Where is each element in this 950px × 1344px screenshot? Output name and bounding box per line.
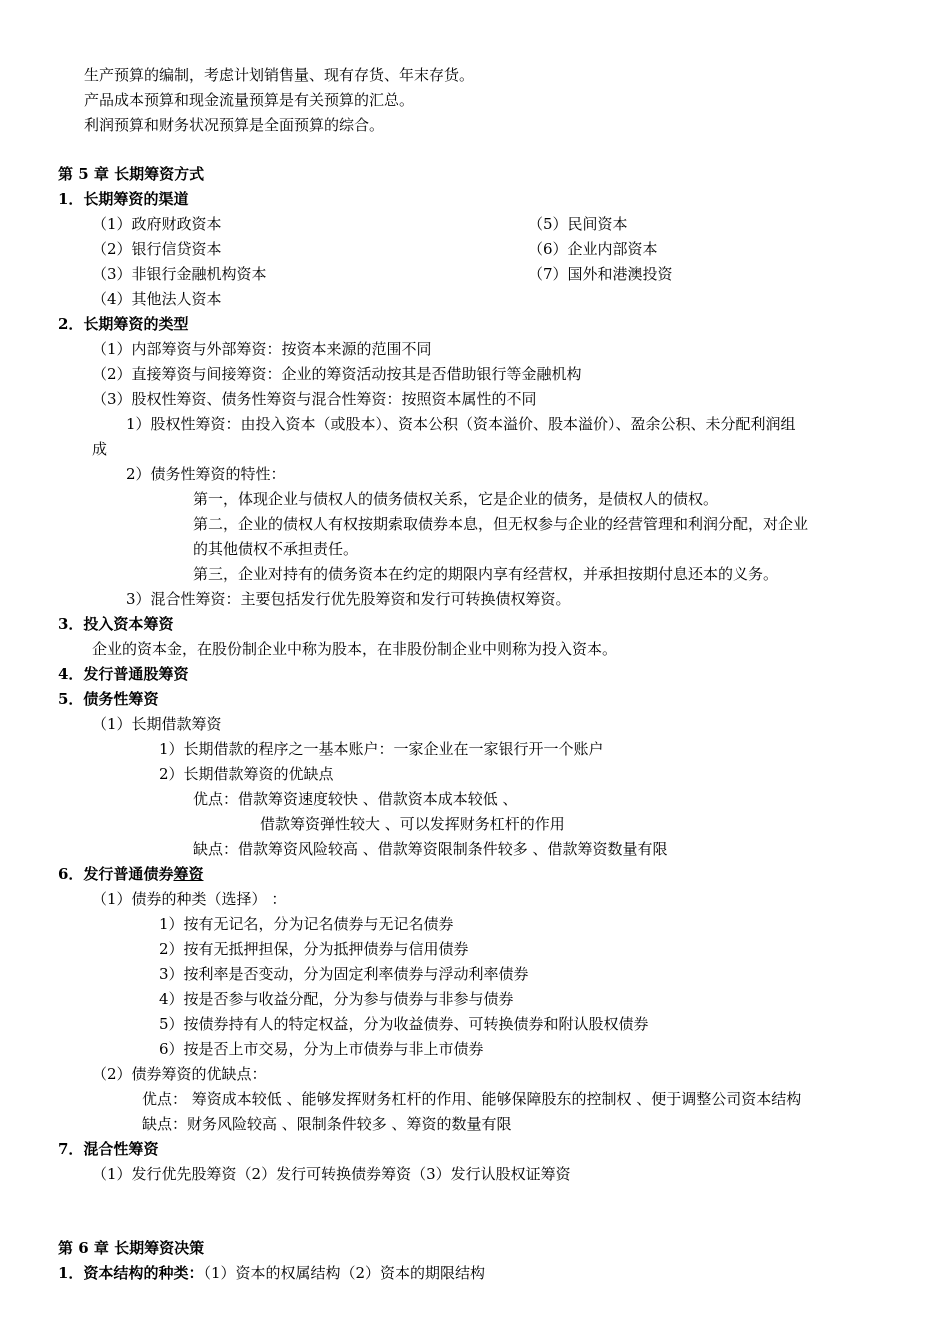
bond-type: 4）按是否参与收益分配，分为参与债券与非参与债券 — [159, 990, 514, 1008]
sub-item: 2）长期借款筹资的优缺点 — [159, 765, 334, 783]
list-item: （1）长期借款筹资 — [92, 715, 222, 733]
list-item: （6）企业内部资本 — [528, 240, 658, 258]
paragraph: 企业的资本金，在股份制企业中称为股本，在非股份制企业中则称为投入资本。 — [92, 640, 618, 658]
list-item: （3）股权性筹资、债务性筹资与混合性筹资：按照资本属性的不同 — [92, 390, 537, 408]
intro-line: 产品成本预算和现金流量预算是有关预算的汇总。 — [84, 91, 415, 109]
feature-line: 第二，企业的债权人有权按期索取债券本息，但无权参与企业的经营管理和利润分配，对企业 — [193, 515, 809, 533]
list-item: （5）民间资本 — [528, 215, 628, 233]
sub-item: 3）混合性筹资：主要包括发行优先股筹资和发行可转换债权筹资。 — [126, 590, 571, 608]
cons-line: 缺点：借款筹资风险较高 、借款筹资限制条件较多 、借款筹资数量有限 — [193, 840, 668, 858]
list-item: （7）国外和港澳投资 — [528, 265, 673, 283]
list-item: （4）其他法人资本 — [92, 290, 222, 308]
pros-line: 借款筹资弹性较大 、可以发挥财务杠杆的作用 — [260, 815, 565, 833]
list-item: （2）直接筹资与间接筹资：企业的筹资活动按其是否借助银行等金融机构 — [92, 365, 582, 383]
feature-line: 第一，体现企业与债权人的债务债权关系，它是企业的债务，是债权人的债权。 — [193, 490, 719, 508]
feature-line: 第三，企业对持有的债务资本在约定的期限内享有经营权，并承担按期付息还本的义务。 — [193, 565, 779, 583]
bond-type: 6）按是否上市交易，分为上市债券与非上市债券 — [159, 1040, 484, 1058]
cons-line: 缺点：财务风险较高 、限制条件较多 、筹资的数量有限 — [142, 1115, 512, 1133]
section-heading: 2．长期筹资的类型 — [58, 315, 189, 333]
sub-item: 2）债务性筹资的特性： — [126, 465, 286, 483]
intro-line: 生产预算的编制，考虑计划销售量、现有存货、年末存货。 — [84, 66, 475, 84]
section-heading-underlined: 筹资 — [173, 865, 204, 883]
sub-item-continued: 成 — [92, 440, 108, 458]
list-item: （2）银行信贷资本 — [92, 240, 222, 258]
section-heading — [58, 864, 203, 884]
bond-type: 3）按利率是否变动，分为固定利率债券与浮动利率债券 — [159, 965, 529, 983]
section-heading: 1．资本结构的种类： — [58, 1264, 204, 1282]
section-heading: 5．债务性筹资 — [58, 690, 159, 708]
chapter-6-title: 第 6 章 长期筹资决策 — [58, 1239, 205, 1257]
list-item: （1）政府财政资本 — [92, 215, 222, 233]
list-item: （1）债券的种类（选择） ： — [92, 890, 287, 908]
list-item: （2）债券筹资的优缺点： — [92, 1065, 267, 1083]
intro-line: 利润预算和财务状况预算是全面预算的综合。 — [84, 116, 385, 134]
section-heading: 4．发行普通股筹资 — [58, 665, 189, 683]
pros-line: 优点： 筹资成本较低 、能够发挥财务杠杆的作用、能够保障股东的控制权 、便于调整公司资本结构 — [142, 1090, 802, 1108]
section-body: （1）资本的权属结构（2）资本的期限结构 — [203, 1264, 486, 1282]
sub-item: 1）长期借款的程序之一基本账户：一家企业在一家银行开一个账户 — [159, 740, 604, 758]
sub-item: 1）股权性筹资：由投入资本（或股本）、资本公积（资本溢价、股本溢价）、盈余公积、未分配利润组 — [126, 415, 796, 433]
chapter-5-title: 第 5 章 长期筹资方式 — [58, 165, 205, 183]
section-heading-text: 6．发行普通债券 — [58, 865, 174, 883]
list-item: （3）非银行金融机构资本 — [92, 265, 267, 283]
list-item: （1）发行优先股筹资（2）发行可转换债券筹资（3）发行认股权证筹资 — [92, 1165, 571, 1183]
list-item: （1）内部筹资与外部筹资：按资本来源的范围不同 — [92, 340, 432, 358]
feature-line: 的其他债权不承担责任。 — [193, 540, 359, 558]
section-heading: 7．混合性筹资 — [58, 1140, 159, 1158]
section-heading: 3．投入资本筹资 — [58, 615, 174, 633]
bond-type: 2）按有无抵押担保，分为抵押债券与信用债券 — [159, 940, 469, 958]
section-line — [58, 1263, 485, 1283]
bond-type: 1）按有无记名，分为记名债券与无记名债券 — [159, 915, 454, 933]
bond-type: 5）按债券持有人的特定权益，分为收益债券、可转换债券和附认股权债券 — [159, 1015, 649, 1033]
section-heading: 1．长期筹资的渠道 — [58, 190, 189, 208]
pros-line: 优点：借款筹资速度较快 、借款资本成本较低 、 — [193, 790, 518, 808]
